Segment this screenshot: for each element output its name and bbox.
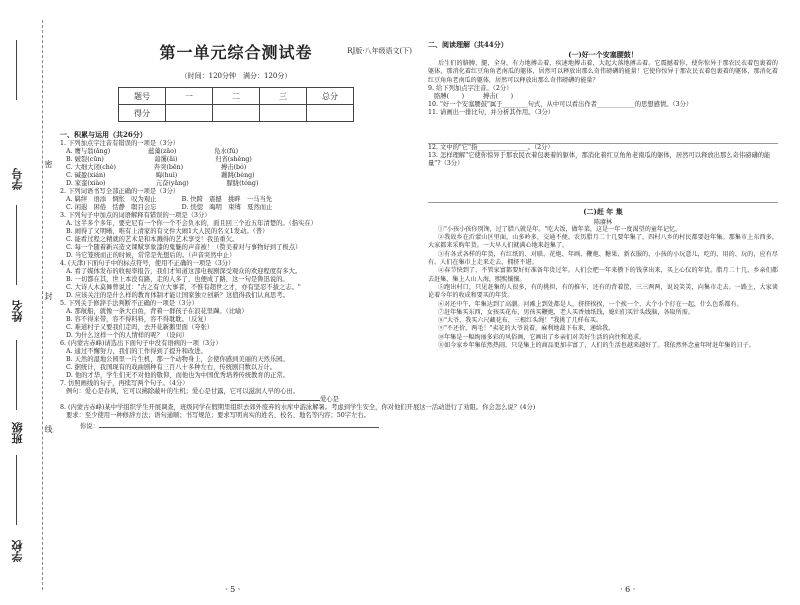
passage-author: 陈赓林 <box>593 218 612 226</box>
passage-body <box>428 226 778 516</box>
paragraph: ④春节快到了，不管家富都要好好准备年货过年。人们会把一年来攒下的钱拿出来，买上心仪的年货。腊月二十几，乡亲们都去赶集，集上人山人海，熙熙攘攘。 <box>428 267 778 283</box>
paragraph: ②我故乡在沂蒙山区里面，山多岭多，交通不便。农历腊月二十几要年集了，四村八乡的村民都要赶年集。那集市上东西多，大家都来采购年货。一大早人们就满心地来赶集了。 <box>428 234 778 250</box>
option: C. 据统计，我国现有的戏曲剧种有三百八十多种左右，传统剧目数以万计。 <box>66 364 277 371</box>
question: 8. (内蒙古赤峰)某中学组织学生开展调查，班级同学在假期里组织去郊外废弃的水库中游泳解暑。考虑到学生安全，你对他们开展这一活动进行了劝阻。你会怎么说？(4分) <box>60 404 536 411</box>
binding-margin <box>0 0 60 605</box>
score-header-cell: 总分 <box>307 88 354 105</box>
score-table <box>118 87 354 122</box>
option: C. 每一个随着新兴造文课赋享象漆的鬼魅的声音被！（赞美着对与事物好到了极点） <box>66 244 302 251</box>
paragraph: ⑪如今家乡年集依然热闹，只是集上的商品更加丰富了，人们的生活也越来越好了。我依然怀念童年时赶年集的日子。 <box>438 342 755 350</box>
name-line <box>16 205 17 285</box>
option: B. 闹得了又明晰，唯有上清家的有文件大闹1大人民的名义1发动。（普） <box>66 228 269 235</box>
option: C. 大细大闭(chè) 奔突(bēn) 搏击(bó) <box>66 164 247 171</box>
page-number: · 6 · <box>620 585 636 594</box>
question: 4. (天津)下面句子中的标点符号，使用不正确的一项是（3分） <box>60 260 235 267</box>
class-line <box>16 340 17 410</box>
id-label: 学号 <box>11 168 24 190</box>
page-title: 第一单元综合测试卷 <box>159 43 313 62</box>
time-info: （时间：120分钟 满分：120分） <box>180 72 292 80</box>
option: A. 看了媒体发布的收视率报告，我们才知道这部电视剧深受观众的欢迎程度有多大。 <box>66 268 302 275</box>
cut-line <box>42 20 43 590</box>
answer-line[interactable] <box>60 423 412 431</box>
fill-prefix: 爱心是 <box>320 396 339 403</box>
cut-mark: 线 <box>44 425 53 433</box>
option: B. 天然的湿地公园里一片生机，那一个动物身上，会使你感到美丽的天然乐园。 <box>66 356 289 363</box>
paragraph: ⑧"大爷，我买六尺藏花布，三根红头绳！"我挑了几样布买。 <box>438 317 603 325</box>
option: D. 为什么这样一个的人情样的呢？（设问） <box>66 332 189 339</box>
option: A. 这半多个多年，要史尼有一个你一个不会负永的，面且回三个近五年清楚的。（指实在） <box>66 220 317 227</box>
score-header-cell: 题号 <box>119 88 166 105</box>
passage-title: (二)赶 年 集 <box>583 206 623 216</box>
word-list: 胳膊( ) 搏击( ) <box>434 92 514 100</box>
option: A. 通过不懈努力，我们的工作得到了提升和改进。 <box>66 348 207 355</box>
option: A. 那航船，就像一条大白鱼，背着一群孩子在浪花里蹿。（比喻） <box>66 308 248 315</box>
option: D. 家蛮(xiào) 亢奋(yǎng) 朦胧(tóng) <box>66 180 259 187</box>
paragraph: ⑥对还中午，年集达到了高潮。河滩上到处都是人，挤挤挨挨，一个挨一个，大个小个打在一起，什么色系都有。 <box>438 300 743 308</box>
question: 13. 怎样理解"它使你惊异于那农民衣着包裹着的躯体，那消化着红豆角角老南瓜的躯体，居然可以释放出那么奇伟磅礴的能量"?（3分） <box>428 151 771 167</box>
edition-label: RJ版·八年级语文(下) <box>347 47 412 55</box>
paragraph: ⑦赶年集买东西，女孩买花布，男孩买鞭炮，老人买香烛纸钱，媳妇们买针头线脑，各取所需。 <box>438 308 694 316</box>
question: 3. 下列句子中加点的词语解释有错误的一项是（3分） <box>60 212 211 219</box>
cut-mark: 封 <box>44 292 53 300</box>
score-label-cell: 得分 <box>119 105 166 122</box>
option: B. 一切都在其，世上本没有路，走的人多了，也便成了路，这一句是鲁迅说的。 <box>66 276 289 283</box>
question: 12. 文中的"它"指________________。（2分） <box>428 143 554 151</box>
question: 1. 下列加点字注音有错误的一项是（3分） <box>60 140 180 147</box>
option: C. 难道村子又要我们走吗，去开花新鹅里面（夸张） <box>66 324 214 331</box>
id-line <box>16 40 17 100</box>
school-line <box>16 455 17 525</box>
passage-text: 后生们的胳膊，腿，全身，有力地搏击着，疾速地搏击着，大起大落地搏击着。它震撼着你，使你惊异于那农民衣着包裹着的躯体，那消化着红豆角角老南瓜的躯体，居然可以释放出那么奇伟磅礴的能量！它使你惊异于那农民衣着包裹着的躯体，那消化着红豆角角老南瓜的躯体，居然可以释放出那么奇伟磅礴的能量？ <box>428 60 778 84</box>
requirement: 要求：至少使用一种修辞方法；语句通顺；书写规范；要求写明真实的姓名、校名、地名等内容；50字左右。 <box>66 412 370 419</box>
section-title: 二、阅读理解（共44分） <box>428 40 508 49</box>
passage-title: (一)好一个安塞腰鼓！ <box>568 50 638 59</box>
option: C. 碱盈(xián) 晦(huì) 蹦跳(bèng) <box>66 172 255 179</box>
score-input-cell[interactable] <box>260 105 307 122</box>
question: 7. 仿照画线的句子，再续写两个句子。（4分） <box>60 380 189 387</box>
score-input-cell[interactable] <box>307 105 354 122</box>
class-label: 班级 <box>11 422 24 444</box>
question: 6. (内蒙古赤峰)请选出下面句子中没有语病的一项（3分） <box>60 340 222 347</box>
score-header-cell: 三 <box>260 88 307 105</box>
option: D. 当它笼统而正的时候，常常是先想后的。（声音突然中止） <box>66 252 236 259</box>
option: C. 大诗人木莫舞曾说过："古之有立大事者，不惟有超世之才，亦有坚忍不拔之志。" <box>66 284 301 291</box>
question: 9. 给下列加点字注音。（2分） <box>428 84 513 92</box>
option: A. 羁绊 语添 惆怅 叹为观止 B. 快跨 震撼 挑畔 一马当先 <box>66 196 273 203</box>
question: 2. 下列词语书写全部正确的一项是（3分） <box>60 188 180 195</box>
score-header-cell: 二 <box>213 88 260 105</box>
section-title: 一、积累与运用（共26分） <box>60 130 147 139</box>
option: B. 皴裂(cūn) 蔼霭(ǎi) 归省(shěng) <box>66 156 252 163</box>
page-number: · 5 · <box>225 585 241 594</box>
answer-space[interactable] <box>428 117 778 144</box>
name-label: 姓名 <box>11 300 24 322</box>
option: B. 容不得来带，容不得料料，容不得耽耽。（反复） <box>66 316 211 323</box>
option: A. 鹰与翁(ǎng) 蕴藻(zǎo) 凫水(fú) <box>66 148 239 155</box>
example-sentence: 例句：爱心是春风，它可以拂除蔽叶的生机；爱心是甘露，它可以滋润人早的心田。 <box>66 388 299 395</box>
score-input-cell[interactable] <box>213 105 260 122</box>
answer-space[interactable] <box>428 168 778 203</box>
paragraph: ⑨"不还价，两毛！"卖花的大爷说着，麻利地裁下布来，递给我。 <box>438 325 615 333</box>
paragraph: ⑤跑出村口，只见赶集的人很多，有的挑担，有的推车，还有的背着筐，三三两两，说说笑笑，向集市走去。一路上，大家谈论着今年的收成和要买的年货。 <box>428 283 778 300</box>
score-header-cell: 一 <box>166 88 213 105</box>
right-page <box>428 40 778 516</box>
paragraph: ⑩年集是一幅绚丽多彩的风俗画，它画出了乡亲们对美好生活的向往和追求。 <box>438 333 646 341</box>
paragraph: ①"小孩小孩你别馋，过了腊八就是年。"吃大饭，做年菜，这是一年一度渴望的童年记忆。 <box>438 225 682 233</box>
paragraph: ③有各式各样的年货，有红纸的、对联、花炮、年画、鞭炮、糖果、新衣服的、小孩的小玩意儿，吃的、用的、玩的，应有尽有。人们在集市上走来走去，拥挤不堪。 <box>428 250 778 267</box>
question: 5. 下列关于修辞手法判断不正确的一项是（3分） <box>60 300 198 307</box>
option: C. 闲遐 困倦 恬静 瞑目会忘 D. 恍惚 晦明 束缚 戛然而止 <box>66 204 273 211</box>
answer-label: 你说： <box>80 423 99 430</box>
question: 10. "好一个安塞腰鼓"属于________句式，从中可以看出作者____________的思想感情。（3分） <box>428 100 693 108</box>
fill-line[interactable] <box>60 396 412 404</box>
option: D. 应该关注的是什么样的教育体制才能让国家独立创新？这值得我们认真思考。 <box>66 292 289 299</box>
question: 11. 请画出一排比句，并分析其作用。（3分） <box>428 108 555 116</box>
option: D. 他的才华，学生们无不对他的敬仰，而他也为中国优秀培养传统教育的正常。 <box>66 372 289 379</box>
score-input-cell[interactable] <box>166 105 213 122</box>
cut-mark: 密 <box>44 160 53 168</box>
school-label: 学校 <box>11 540 24 562</box>
option: C. 能看过程之精就的艺术是和本溅得的艺术享受！我虽重欠。 <box>66 236 239 243</box>
